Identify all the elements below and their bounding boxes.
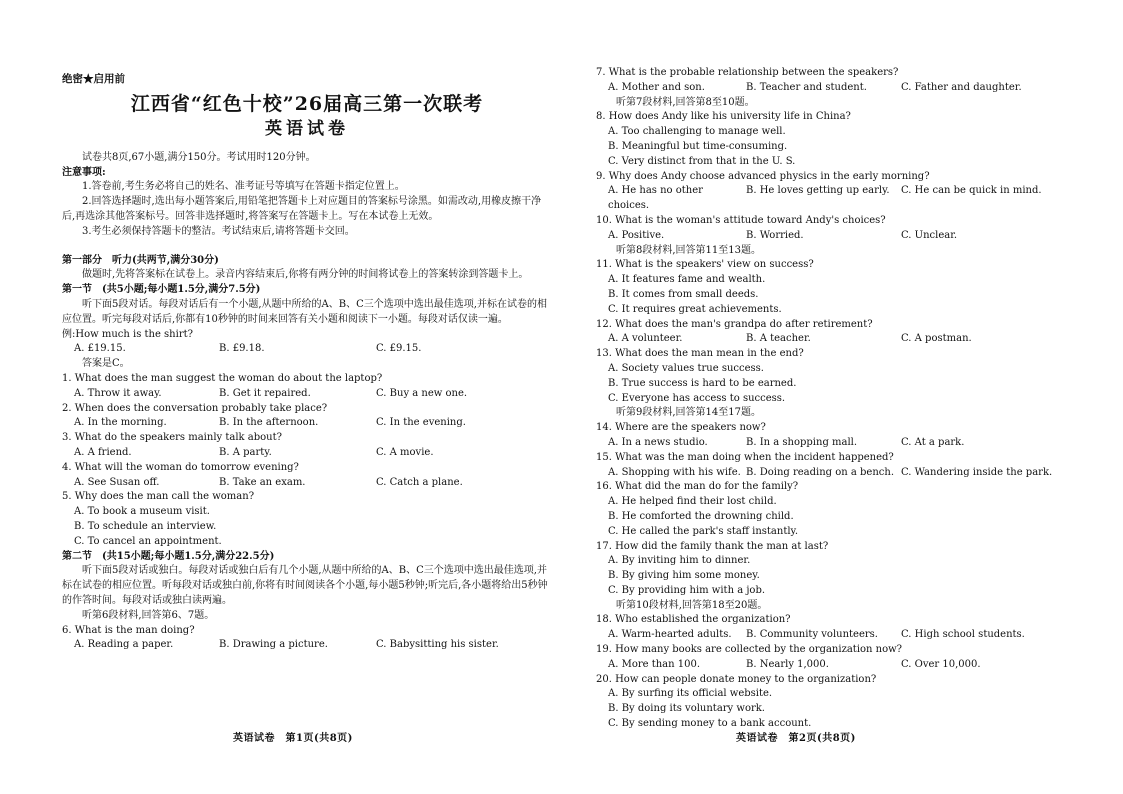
- option-a: A. In a news studio.: [608, 436, 708, 448]
- option-c: C. High school students.: [901, 629, 1025, 641]
- option-c: C. At a park.: [901, 436, 965, 448]
- option-c: C. Father and daughter.: [901, 81, 1022, 93]
- option-b: B. By doing its voluntary work.: [608, 703, 765, 715]
- question-18: 18. Who established the organization?: [596, 614, 791, 626]
- option-b: B. Community volunteers.: [746, 629, 878, 641]
- option-c: C. £9.15.: [376, 343, 422, 355]
- option-a: A. Mother and son.: [608, 81, 705, 93]
- question-4-options: [62, 476, 552, 491]
- question-16: 16. What did the man do for the family?: [596, 481, 799, 493]
- option-a: A. A volunteer.: [608, 333, 683, 345]
- question-3: 3. What do the speakers mainly talk about?: [62, 432, 282, 444]
- question-19-options: [596, 658, 1086, 673]
- option-a: A. Warm-hearted adults.: [608, 629, 732, 641]
- option-a: A. To book a museum visit.: [74, 506, 210, 518]
- part1-intro: 做题时,先将答案标在试卷上。录音内容结束后,你将有两分钟的时间将试卷上的答案转涂到答题卡上。: [82, 269, 529, 281]
- question-13: 13. What does the man mean in the end?: [596, 348, 804, 360]
- listen-instruction-8: 听第8段材料,回答第11至13题。: [616, 244, 761, 256]
- option-b: B. Get it repaired.: [219, 387, 311, 399]
- option-a: A. It features fame and wealth.: [608, 274, 766, 286]
- question-2: 2. When does the conversation probably take place?: [62, 402, 328, 414]
- option-c: C. Babysitting his sister.: [376, 639, 499, 651]
- question-14: 14. Where are the speakers now?: [596, 422, 766, 434]
- section1-intro: 听下面5段对话。每段对话后有一个小题,从题中所给的A、B、C三个选项中选出最佳选项,并标在试卷的相应位置。听完每段对话后,你都有10秒钟的时间来回答有关小题和阅读下一小题。每段对话仅读一遍。: [62, 298, 547, 325]
- option-c: C. Catch a plane.: [376, 476, 463, 488]
- listen-instruction-10: 听第10段材料,回答第18至20题。: [616, 599, 768, 611]
- option-c: C. A movie.: [376, 446, 434, 458]
- listen-instruction-6: 听第6段材料,回答第6、7题。: [82, 609, 215, 621]
- page-right: [596, 66, 1086, 732]
- option-c: C. To cancel an appointment.: [74, 535, 222, 547]
- option-b: B. Drawing a picture.: [219, 639, 328, 651]
- option-b: B. Worried.: [746, 229, 804, 241]
- question-18-options: [596, 628, 1086, 643]
- question-7-options: [596, 81, 1086, 96]
- note-2: 2.回答选择题时,选出每小题答案后,用铅笔把答题卡上对应题目的答案标号涂黑。如需改动,用橡皮擦干净后,再选涂其他答案标号。回答非选择题时,将答案写在答题卡上。写在本试卷上无效。: [62, 196, 542, 222]
- option-b: B. Teacher and student.: [746, 81, 867, 93]
- question-4: 4. What will the woman do tomorrow evening?: [62, 461, 299, 473]
- question-9: 9. Why does Andy choose advanced physics in the early morning?: [596, 170, 930, 182]
- example-question: 例:How much is the shirt?: [62, 328, 193, 340]
- option-a: A. See Susan off.: [74, 476, 160, 488]
- listen-instruction-9: 听第9段材料,回答第14至17题。: [616, 407, 761, 419]
- option-b: B. In a shopping mall.: [746, 436, 858, 448]
- section2-intro: 听下面5段对话或独白。每段对话或独白后有几个小题,从题中所给的A、B、C三个选项中选出最佳选项,并标在试卷的相应位置。听每段对话或独白前,你将有时间阅读各个小题,每小题5秒钟;听完后,各小题将给出5秒钟的作答时间。每段对话或独白读两遍。: [62, 565, 548, 606]
- note-1: 1.答卷前,考生务必将自己的姓名、准考证号等填写在答题卡指定位置上。: [82, 181, 405, 193]
- option-c: C. By sending money to a bank account.: [608, 718, 812, 730]
- secret-label: 绝密★启用前: [62, 73, 125, 85]
- option-b: B. Meaningful but time-consuming.: [608, 140, 788, 152]
- example-options: [62, 342, 552, 357]
- question-14-options: [596, 436, 1086, 451]
- question-12: 12. What does the man's grandpa do after retirement?: [596, 318, 873, 330]
- note-3: 3.考生必须保持答题卡的整洁。考试结束后,请将答题卡交回。: [82, 225, 355, 237]
- option-c: C. Unclear.: [901, 229, 958, 241]
- option-c: C. A postman.: [901, 333, 972, 345]
- option-a: A. Reading a paper.: [74, 639, 174, 651]
- option-b: B. Take an exam.: [219, 476, 306, 488]
- option-a: A. A friend.: [74, 446, 132, 458]
- option-a: A. £19.15.: [74, 343, 126, 355]
- option-b: B. He loves getting up early.: [746, 185, 890, 197]
- section2-title: 第二节 (共15小题;每小题1.5分,满分22.5分): [62, 550, 275, 562]
- option-b: B. A party.: [219, 446, 272, 458]
- option-b: B. He comforted the drowning child.: [608, 510, 794, 522]
- question-3-options: [62, 446, 552, 461]
- listen-instruction-7: 听第7段材料,回答第8至10题。: [616, 96, 755, 108]
- option-a: A. He has no other choices.: [608, 185, 703, 212]
- option-b: B. A teacher.: [746, 333, 811, 345]
- question-7: 7. What is the probable relationship between the speakers?: [596, 67, 899, 78]
- option-c: C. Over 10,000.: [901, 658, 981, 670]
- option-c: C. He can be quick in mind.: [901, 185, 1042, 197]
- question-17: 17. How did the family thank the man at last?: [596, 540, 829, 552]
- page-left: [62, 66, 552, 653]
- option-a: A. Shopping with his wife.: [608, 466, 741, 478]
- option-b: B. True success is hard to be earned.: [608, 377, 797, 389]
- exam-intro: 试卷共8页,67小题,满分150分。考试用时120分钟。: [82, 151, 316, 163]
- page-footer-right: 英语试卷 第2页(共8页): [736, 733, 856, 744]
- question-1: 1. What does the man suggest the woman do about the laptop?: [62, 372, 383, 384]
- question-19: 19. How many books are collected by the organization now?: [596, 644, 903, 656]
- question-9-options: [596, 184, 1086, 214]
- option-a: A. By inviting him to dinner.: [608, 555, 751, 567]
- question-6-options: [62, 638, 552, 653]
- question-5: 5. Why does the man call the woman?: [62, 491, 255, 503]
- option-c: C. In the evening.: [376, 417, 466, 429]
- option-b: B. In the afternoon.: [219, 417, 319, 429]
- option-b: B. It comes from small deeds.: [608, 288, 759, 300]
- option-c: C. Wandering inside the park.: [901, 466, 1053, 478]
- section1-title: 第一节 (共5小题;每小题1.5分,满分7.5分): [62, 284, 261, 296]
- option-b: B. £9.18.: [219, 343, 265, 355]
- notes-title: 注意事项:: [62, 166, 106, 178]
- question-20: 20. How can people donate money to the organization?: [596, 673, 877, 685]
- question-15-options: [596, 466, 1086, 481]
- question-8: 8. How does Andy like his university life in China?: [596, 111, 851, 123]
- example-answer: 答案是C。: [82, 358, 130, 370]
- option-b: B. Nearly 1,000.: [746, 658, 829, 670]
- option-b: B. To schedule an interview.: [74, 520, 217, 532]
- part1-title: 第一部分 听力(共两节,满分30分): [62, 254, 219, 266]
- option-b: B. Doing reading on a bench.: [746, 466, 895, 478]
- option-a: A. Society values true success.: [608, 362, 764, 374]
- option-c: C. Buy a new one.: [376, 387, 468, 399]
- question-10: 10. What is the woman's attitude toward Andy's choices?: [596, 214, 886, 226]
- exam-title: 江西省“红色十校”26届高三第一次联考: [130, 92, 484, 115]
- question-6: 6. What is the man doing?: [62, 624, 195, 636]
- option-b: B. By giving him some money.: [608, 570, 760, 582]
- option-c: C. Very distinct from that in the U. S.: [608, 155, 796, 167]
- option-c: C. He called the park's staff instantly.: [608, 525, 799, 537]
- option-a: A. Throw it away.: [74, 387, 162, 399]
- option-a: A. Positive.: [608, 229, 665, 241]
- option-c: C. It requires great achievements.: [608, 303, 782, 315]
- question-11: 11. What is the speakers' view on success?: [596, 259, 814, 271]
- question-10-options: [596, 229, 1086, 244]
- option-a: A. He helped find their lost child.: [608, 496, 777, 508]
- question-1-options: [62, 387, 552, 402]
- option-a: A. More than 100.: [608, 658, 701, 670]
- option-a: A. In the morning.: [74, 417, 167, 429]
- option-a: A. Too challenging to manage well.: [608, 126, 786, 138]
- option-c: C. By providing him with a job.: [608, 584, 766, 596]
- page-footer-left: 英语试卷 第1页(共8页): [233, 733, 353, 744]
- exam-subtitle: 英语试卷: [265, 118, 349, 139]
- question-2-options: [62, 416, 552, 431]
- question-12-options: [596, 332, 1086, 347]
- question-15: 15. What was the man doing when the incident happened?: [596, 451, 894, 463]
- option-c: C. Everyone has access to success.: [608, 392, 786, 404]
- option-a: A. By surfing its official website.: [608, 688, 773, 700]
